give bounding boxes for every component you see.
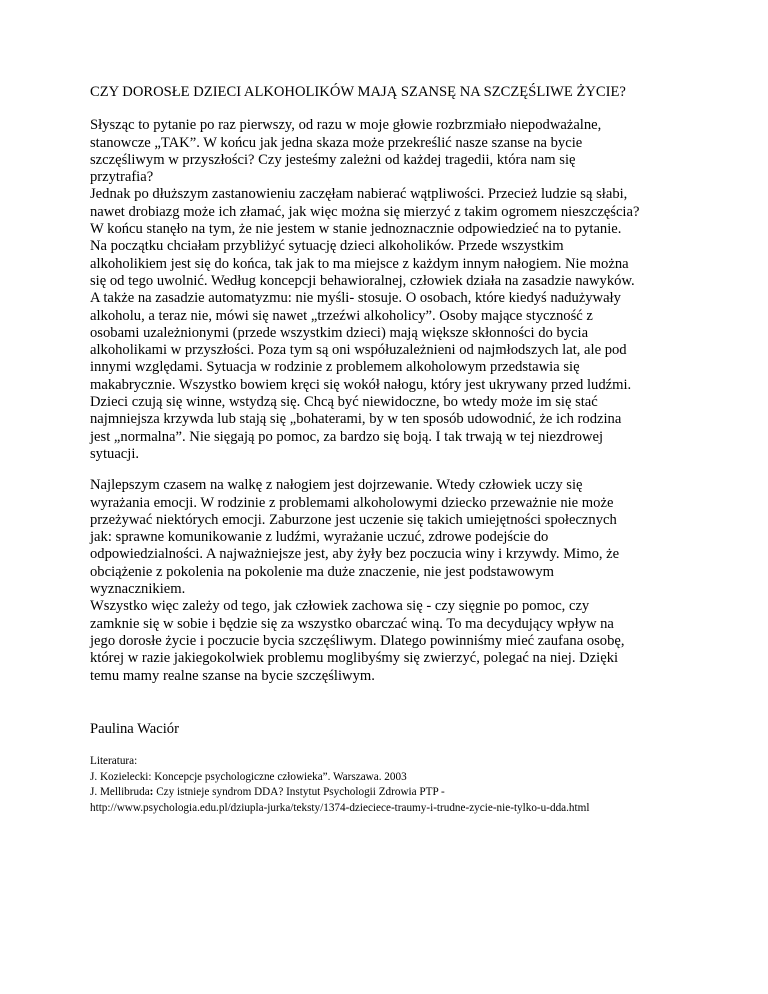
paragraph-intro: Słysząc to pytanie po raz pierwszy, od razu w moje głowie rozbrzmiało niepodważalne, stanowcze „TAK”. W końcu jak jedna skaza może przekreślić nasze szanse na bycie szczęśliwym w przyszłości? Czy jesteśmy zależni od każdej tragedii, która nam się przytrafia? Jednak po dłuższym zastanowieniu zaczęłam nabierać wątpliwości. Przecież ludzie są słabi, nawet drobiazg może ich złamać, jak więc można się mierzyć z takim ogromem nieszczęścia? W końcu stanęło na tym, że nie jestem w stanie jednoznacznie odpowiedzieć na to pytanie. Na początku chciałam przybliżyć sytuację dzieci alkoholików. Przede wszystkim alkoholikiem jest się do końca, tak jak to ma miejsce z każdym innym nałogiem. Nie można się od tego uwolnić. Według koncepcji behawioralnej, człowiek działa na zasadzie nawyków. A także na zasadzie automatyzmu: nie myśli- stosuje. O osobach, które kiedyś nadużywały alkoholu, a teraz nie, mówi się nawet „trzeźwi alkoholicy”. Osoby mające styczność z osobami uzależnionymi (przede wszystkim dzieci) mają większe skłonności do bycia alkoholikami w przyszłości. Poza tym są oni współuzależnieni od najmłodszych lat, ale pod innymi względami. Sytuacja w rodzinie z problemem alkoholowym przedstawia się makabrycznie. Wszystko bowiem kręci się wokół nałogu, który jest ukrywany przed ludźmi. Dzieci czują się winne, wstydzą się. Chcą być niewidoczne, bo wtedy może im się stać najmniejsza krzywda lub stają się „bohaterami, by w ten sposób udowodnić, że ich rodzina jest „normalna”. Nie sięgają po pomoc, za bardzo się boją. I tak trwają w tej niezdrowej sytuacji. [90, 117, 640, 462]
literature-reference-url: http://www.psychologia.edu.pl/dziupla-jurka/teksty/1374-dzieciece-traumy-i-trudne-zycie-nie-tylko-u-dda.html [90, 801, 590, 814]
reference-colon: : [149, 786, 154, 799]
reference-title: Czy istnieje syndrom DDA? Instytut Psychologii Zdrowia PTP - [153, 786, 445, 799]
document-title: CZY DOROSŁE DZIECI ALKOHOLIKÓW MAJĄ SZANSĘ NA SZCZĘŚLIWE ŻYCIE? [90, 84, 626, 100]
document-page [90, 84, 690, 816]
author-name: Paulina Waciór [90, 720, 179, 737]
literature-section [90, 754, 690, 816]
literature-heading: Literatura: [90, 755, 138, 768]
literature-reference-2 [90, 785, 690, 801]
literature-reference-1: J. Kozielecki: Koncepcje psychologiczne człowieka”. Warszawa. 2003 [90, 770, 407, 783]
reference-author: J. Mellibruda [90, 786, 150, 799]
paragraph-adolescence: Najlepszym czasem na walkę z nałogiem jest dojrzewanie. Wtedy człowiek uczy się wyrażania emocji. W rodzinie z problemami alkoholowymi dziecko przeważnie nie może przeżywać niektórych emocji. Zaburzone jest uczenie się takich umiejętności społecznych jak: sprawne komunikowanie z ludźmi, wyrażanie uczuć, zdrowe podejście do odpowiedzialności. A najważniejsze jest, aby żyły bez poczucia winy i krzywdy. Mimo, że obciążenie z pokolenia na pokolenie ma duże znaczenie, nie jest podstawowym wyznacznikiem. Wszystko więc zależy od tego, jak człowiek zachowa się - czy sięgnie po pomoc, czy zamknie się w sobie i będzie się za wszystko obarczać winą. To ma decydujący wpływ na jego dorosłe życie i poczucie bycia szczęśliwym. Dlatego powinniśmy mieć zaufana osobę, której w razie jakiegokolwiek problemu moglibyśmy się zwierzyć, polegać na niej. Dzięki temu mamy realne szanse na bycie szczęśliwym. [90, 477, 625, 684]
